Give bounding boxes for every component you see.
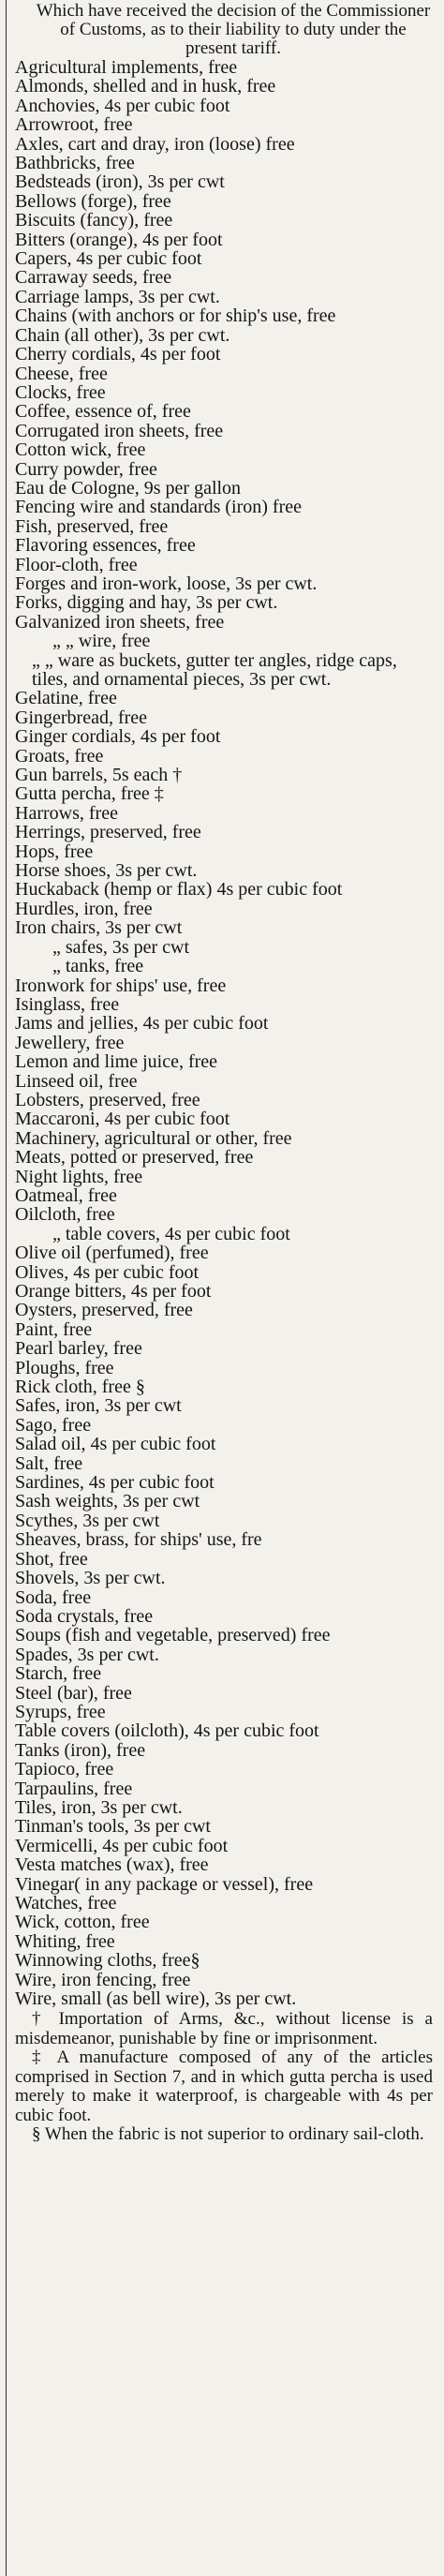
tariff-entry: Winnowing cloths, free§ bbox=[15, 1950, 200, 1972]
tariff-entry: Cherry cordials, 4s per foot bbox=[15, 344, 221, 365]
tariff-entry: Carraway seeds, free bbox=[15, 267, 172, 289]
tariff-entry: Anchovies, 4s per cubic foot bbox=[15, 95, 230, 116]
tariff-entry: Bedsteads (iron), 3s per cwt bbox=[15, 171, 225, 193]
tariff-entry: Floor-cloth, free bbox=[15, 554, 138, 575]
tariff-entry: Biscuits (fancy), free bbox=[15, 210, 173, 231]
tariff-subentry: „ safes, 3s per cwt bbox=[52, 936, 190, 958]
tariff-entry: Bitters (orange), 4s per foot bbox=[15, 229, 223, 250]
tariff-entry: Maccaroni, 4s per cubic foot bbox=[15, 1109, 230, 1130]
tariff-entry: Bellows (forge), free bbox=[15, 190, 171, 212]
tariff-entry: Arrowroot, free bbox=[15, 114, 133, 136]
tariff-entry: Gutta percha, free ‡ bbox=[15, 783, 164, 805]
tariff-entry: Curry powder, free bbox=[15, 458, 157, 480]
tariff-entry: Clocks, free bbox=[15, 381, 106, 403]
tariff-entry: Chain (all other), 3s per cwt. bbox=[15, 324, 230, 346]
tariff-entry: Safes, iron, 3s per cwt bbox=[15, 1395, 182, 1417]
tariff-entry: Forges and iron-work, loose, 3s per cwt. bbox=[15, 573, 318, 594]
tariff-entry: Eau de Cologne, 9s per gallon bbox=[15, 477, 242, 499]
tariff-entry: Sardines, 4s per cubic foot bbox=[15, 1472, 215, 1494]
tariff-entry: Tapioco, free bbox=[15, 1759, 114, 1780]
tariff-entry: Axles, cart and dray, iron (loose) free bbox=[15, 133, 295, 155]
tariff-entry: Soups (fish and vegetable, preserved) free bbox=[15, 1625, 331, 1646]
tariff-subentry: „ „ wire, free bbox=[52, 631, 151, 652]
tariff-entry: Isinglass, free bbox=[15, 993, 120, 1015]
tariff-entry: Scythes, 3s per cwt bbox=[15, 1510, 160, 1531]
tariff-entry: Herrings, preserved, free bbox=[15, 822, 201, 843]
tariff-entry: Watches, free bbox=[15, 1893, 117, 1913]
tariff-entry: Horse shoes, 3s per cwt. bbox=[15, 860, 198, 882]
tariff-entry: Paint, free bbox=[15, 1318, 93, 1340]
tariff-entry: Hurdles, iron, free bbox=[15, 898, 153, 919]
tariff-entry: Starch, free bbox=[15, 1663, 102, 1685]
tariff-entry: Table covers (oilcloth), 4s per cubic foot bbox=[15, 1720, 319, 1742]
tariff-entry: Sago, free bbox=[15, 1414, 92, 1436]
tariff-entry: Corrugated iron sheets, free bbox=[15, 420, 224, 441]
tariff-entry: Sheaves, brass, for ships' use, fre bbox=[15, 1529, 262, 1551]
tariff-entry: Almonds, shelled and in husk, free bbox=[15, 76, 276, 97]
tariff-entry: Wire, iron fencing, free bbox=[15, 1969, 191, 1990]
tariff-entry: Soda, free bbox=[15, 1586, 92, 1608]
tariff-entry: Cheese, free bbox=[15, 363, 108, 384]
tariff-entry: Lobsters, preserved, free bbox=[15, 1089, 200, 1110]
tariff-entry: Wick, cotton, free bbox=[15, 1912, 150, 1933]
tariff-entry: Capers, 4s per cubic foot bbox=[15, 248, 202, 270]
tariff-entry: Huckaback (hemp or flax) 4s per cubic foot bbox=[15, 879, 343, 901]
tariff-entry: Salt, free bbox=[15, 1452, 83, 1474]
tariff-entry: Soda crystals, free bbox=[15, 1605, 154, 1627]
tariff-entry: Tinman's tools, 3s per cwt bbox=[15, 1816, 211, 1838]
tariff-entry: Linseed oil, free bbox=[15, 1070, 138, 1092]
tariff-entry: Shovels, 3s per cwt. bbox=[15, 1568, 166, 1589]
tariff-entry: Tanks (iron), free bbox=[15, 1739, 146, 1761]
tariff-entry: Iron chairs, 3s per cwt bbox=[15, 917, 183, 939]
tariff-list bbox=[15, 58, 433, 2008]
tariff-entry: Chains (with anchors or for ship's use, free bbox=[15, 305, 336, 327]
tariff-entry: Fencing wire and standards (iron) free bbox=[15, 497, 302, 518]
tariff-subentry: „ tanks, free bbox=[52, 956, 144, 977]
tariff-entry: Lemon and lime juice, free bbox=[15, 1051, 218, 1073]
tariff-entry: Syrups, free bbox=[15, 1701, 106, 1722]
tariff-entry: Forks, digging and hay, 3s per cwt. bbox=[15, 592, 278, 614]
tariff-entry: Coffee, essence of, free bbox=[15, 401, 191, 423]
tariff-entry: Steel (bar), free bbox=[15, 1682, 132, 1704]
tariff-entry: Oatmeal, free bbox=[15, 1184, 117, 1206]
tariff-entry: Gingerbread, free bbox=[15, 707, 148, 728]
tariff-entry: Sash weights, 3s per cwt bbox=[15, 1491, 200, 1512]
tariff-entry: Jams and jellies, 4s per cubic foot bbox=[15, 1013, 269, 1035]
footnote-fabric: § When the fabric is not superior to ordinary sail-cloth. bbox=[32, 2124, 424, 2145]
tariff-entry: Oilcloth, free bbox=[15, 1204, 115, 1226]
footnotes bbox=[15, 2010, 433, 2145]
footnote-arms: † Importation of Arms, &c., without license is a misdemeanor, punishable by fine or imprisonment. bbox=[15, 2009, 433, 2048]
tariff-entry: Jewellery, free bbox=[15, 1032, 125, 1053]
column-heading: Which have received the decision of the Commissioner of Customs, as to their liability to duty under the present tariff. bbox=[36, 1, 431, 58]
tariff-entry: Salad oil, 4s per cubic foot bbox=[15, 1434, 216, 1455]
tariff-entry: Night lights, free bbox=[15, 1166, 143, 1187]
tariff-entry: Wire, small (as bell wire), 3s per cwt. bbox=[15, 1988, 297, 2010]
tariff-entry: Cotton wick, free bbox=[15, 439, 146, 461]
tariff-entry: Ironwork for ships' use, free bbox=[15, 975, 227, 996]
tariff-entry: Shot, free bbox=[15, 1548, 88, 1570]
column-rule bbox=[6, 0, 7, 2576]
tariff-entry: Tiles, iron, 3s per cwt. bbox=[15, 1796, 183, 1818]
tariff-entry: Carriage lamps, 3s per cwt. bbox=[15, 286, 220, 307]
tariff-entry: Oysters, preserved, free bbox=[15, 1300, 193, 1321]
tariff-entry: Spades, 3s per cwt. bbox=[15, 1644, 159, 1665]
tariff-entry: Vesta matches (wax), free bbox=[15, 1854, 209, 1876]
tariff-entry: Bathbricks, free bbox=[15, 153, 135, 174]
tariff-entry: Rick cloth, free § bbox=[15, 1377, 145, 1398]
tariff-entry: Orange bitters, 4s per foot bbox=[15, 1281, 212, 1302]
tariff-entry: Olives, 4s per cubic foot bbox=[15, 1261, 200, 1283]
footnote-gutta-percha: ‡ A manufacture composed of any of the articles comprised in Section 7, and in which gutta percha is used merely to make it waterproof, is chargeable with 4s per cubic foot. bbox=[15, 2047, 433, 2125]
tariff-entry: Whiting, free bbox=[15, 1930, 115, 1952]
tariff-subentry: „ „ ware as buckets, gutter ter angles, ridge caps, tiles, and ornamental pieces, 3s per cwt. bbox=[32, 649, 397, 690]
tariff-entry: Flavoring essences, free bbox=[15, 535, 196, 557]
tariff-subentry: „ table covers, 4s per cubic foot bbox=[52, 1223, 290, 1244]
tariff-entry: Ginger cordials, 4s per foot bbox=[15, 726, 221, 748]
tariff-entry: Vermicelli, 4s per cubic foot bbox=[15, 1835, 229, 1856]
tariff-entry: Harrows, free bbox=[15, 802, 118, 824]
tariff-entry: Agricultural implements, free bbox=[15, 57, 238, 78]
tariff-entry: Tarpaulins, free bbox=[15, 1778, 133, 1799]
tariff-entry: Fish, preserved, free bbox=[15, 515, 169, 537]
tariff-entry: Meats, potted or preserved, free bbox=[15, 1147, 254, 1169]
tariff-entry: Olive oil (perfumed), free bbox=[15, 1243, 209, 1264]
tariff-entry: Ploughs, free bbox=[15, 1357, 114, 1378]
tariff-entry: Gun barrels, 5s each † bbox=[15, 765, 183, 786]
tariff-entry: Machinery, agricultural or other, free bbox=[15, 1127, 292, 1149]
tariff-entry: Galvanized iron sheets, free bbox=[15, 611, 225, 633]
tariff-entry: Hops, free bbox=[15, 841, 94, 862]
tariff-entry: Gelatine, free bbox=[15, 688, 117, 709]
tariff-entry: Groats, free bbox=[15, 745, 104, 767]
tariff-entry: Vinegar( in any package or vessel), free bbox=[15, 1873, 314, 1895]
tariff-entry: Pearl barley, free bbox=[15, 1338, 142, 1360]
